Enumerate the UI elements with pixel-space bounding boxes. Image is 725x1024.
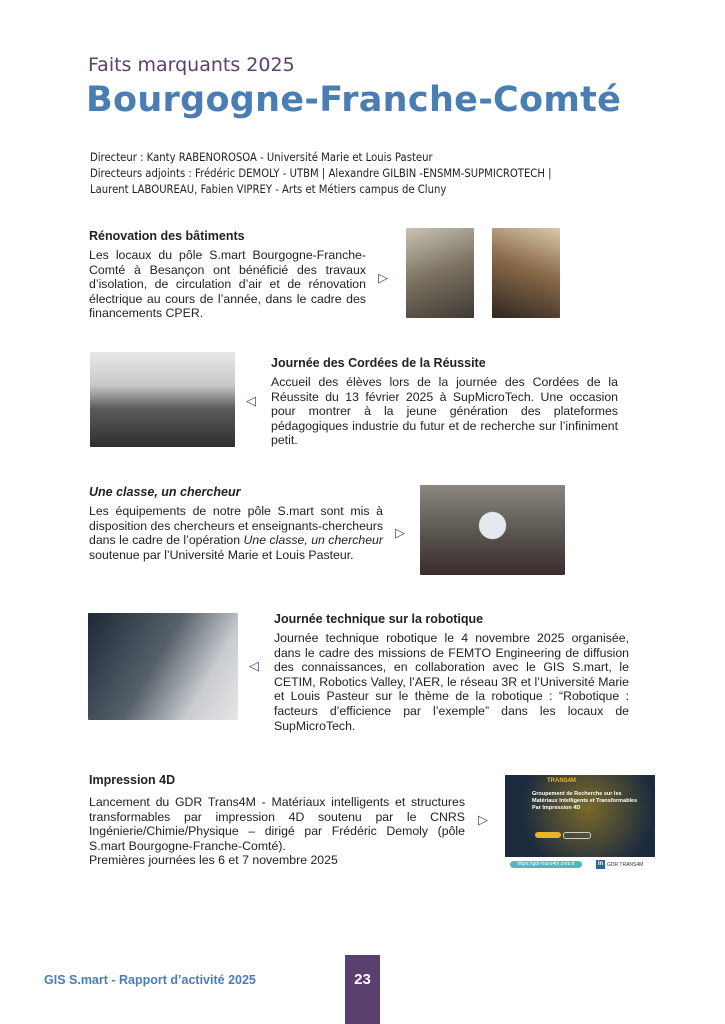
section-text: Accueil des élèves lors de la journée des Cordées de la Réussite du 13 février 2025 à SupMicroTech. Une occasion pour montrer à la jeune génération des plateformes pédagogiques industrie du futur et de recherche sur l’infiniment petit. <box>271 375 618 448</box>
trans4m-banner <box>505 775 655 857</box>
section-title: Impression 4D <box>89 773 176 787</box>
arrow-left-icon: ◁ <box>249 658 259 673</box>
photo-worker <box>492 228 560 318</box>
arrow-right-icon: ▷ <box>478 812 488 827</box>
section-text: Journée technique robotique le 4 novembre 2025 organisée, dans le cadre des missions de FEMTO Engineering de diffusion des connaissances, en collaboration avec le GIS S.mart, le CETIM, Robotics Valley, l’AER, le réseau 3R et l’Université Marie et Louis Pasteur sur le thème de la robotique : “Robotique : facteurs d’efficience par l’exemple” dans les locaux de SupMicroTech. <box>274 631 629 733</box>
footer-text: GIS S.mart - Rapport d’activité 2025 <box>44 973 256 987</box>
kicker: Faits marquants 2025 <box>88 54 295 76</box>
trans4m-link[interactable]: https://gdr-trans4m.cnrs.fr <box>510 861 582 868</box>
trans4m-button[interactable] <box>535 832 561 838</box>
arrow-right-icon: ▷ <box>378 270 388 285</box>
linkedin-label[interactable]: GDR TRANS4M <box>607 862 644 868</box>
trans4m-heading: Groupement de Recherche sur les Matériaux Intelligents et Transformables Par Impression 4D <box>532 791 638 811</box>
page-title: Bourgogne-Franche-Comté <box>86 80 622 120</box>
arrow-left-icon: ◁ <box>246 393 256 408</box>
section-renovation <box>89 229 366 321</box>
photo-robot <box>88 613 238 720</box>
photo-corridor <box>406 228 474 318</box>
section-cordees <box>271 356 618 448</box>
section-title: Rénovation des bâtiments <box>89 229 245 243</box>
directors <box>90 150 594 198</box>
section-title: Journée technique sur la robotique <box>274 612 484 626</box>
director-line: Directeur : Kanty RABENOROSOA - Université Marie et Louis Pasteur <box>90 151 433 164</box>
section-4d <box>89 773 465 868</box>
section-title: Une classe, un chercheur <box>89 485 241 499</box>
section-robotique <box>274 612 629 733</box>
section-text: Lancement du GDR Trans4M - Matériaux intelligents et structures transformables par impression 4D soutenu par le CNRS Ingénierie/Chimie/Physique – dirigé par Frédéric Demoly (pôle S.mart Bourgogne-Franche-Comté). <box>89 795 465 853</box>
director-line: Laurent LABOUREAU, Fabien VIPREY - Arts et Métiers campus de Cluny <box>90 183 447 196</box>
photo-classroom <box>420 485 565 575</box>
photo-crowd <box>90 352 235 447</box>
section-text: Premières journées les 6 et 7 novembre 2025 <box>89 853 338 868</box>
section-title: Journée des Cordées de la Réussite <box>271 356 486 370</box>
trans4m-button[interactable] <box>563 832 591 839</box>
section-classe <box>89 485 383 562</box>
linkedin-icon: in <box>597 861 604 867</box>
arrow-right-icon: ▷ <box>395 525 405 540</box>
page-number: 23 <box>345 955 380 1024</box>
trans4m-brand: TRANS4M <box>547 778 577 784</box>
director-line: Directeurs adjoints : Frédéric DEMOLY - UTBM | Alexandre GILBIN -ENSMM-SUPMICROTECH | <box>90 167 552 180</box>
section-text: Les locaux du pôle S.mart Bourgogne-Franche-Comté à Besançon ont bénéficié des travaux d’isolation, de circulation d’air et de rénovation électrique au cours de l’année, dans le cadre des financements CPER. <box>89 248 366 321</box>
section-text: Les équipements de notre pôle S.mart sont mis à disposition des chercheurs et enseignants-chercheurs dans le cadre de l’opération Une classe, un chercheur soutenue par l’Université Marie et Louis Pasteur. <box>89 504 383 562</box>
